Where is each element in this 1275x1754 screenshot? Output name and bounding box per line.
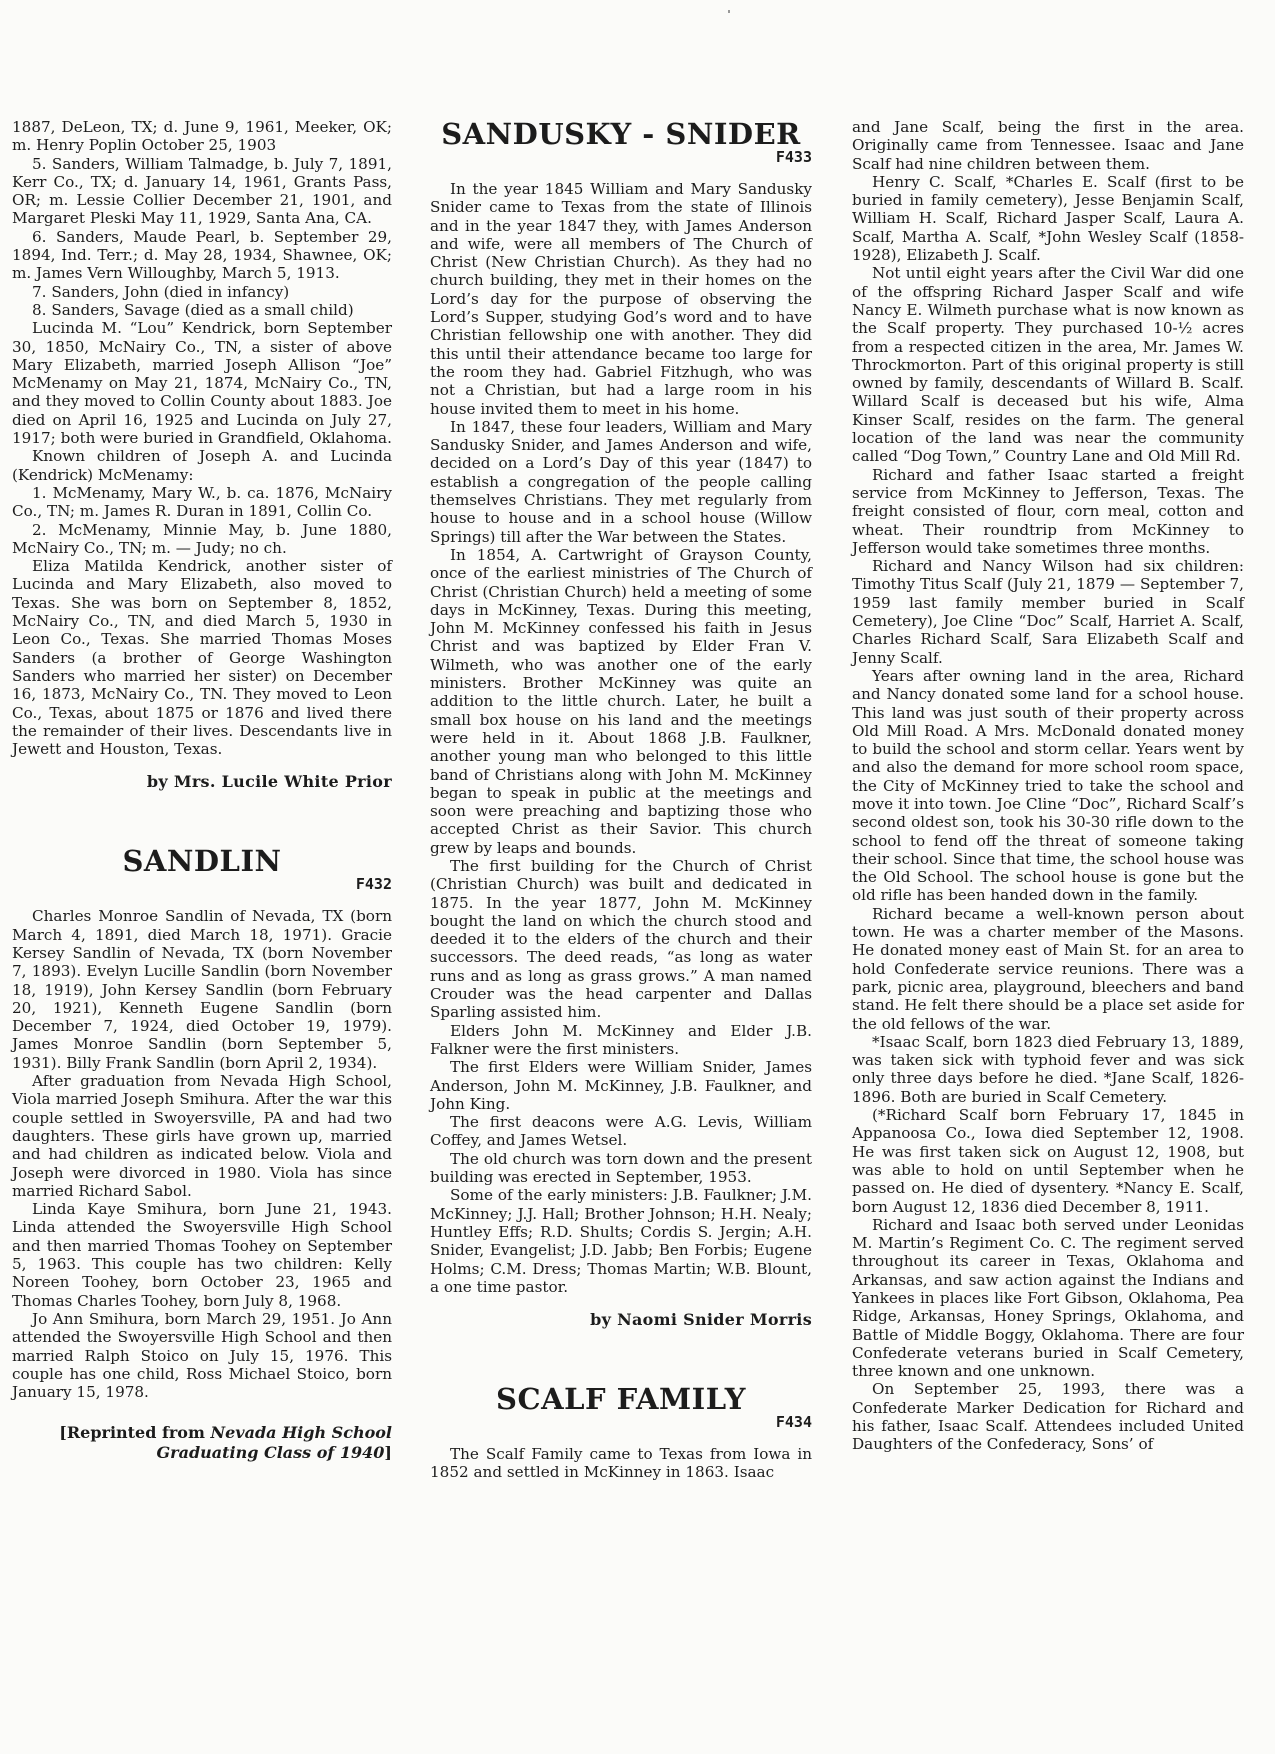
paragraph: The first Elders were William Snider, James Anderson, John M. McKinney, J.B. Faulkner, and John King. bbox=[430, 1058, 812, 1113]
reprint-source: Nevada High School Graduating Class of 1940 bbox=[156, 1423, 392, 1463]
reprint-prefix: [Reprinted from bbox=[59, 1423, 211, 1443]
paragraph: 5. Sanders, William Talmadge, b. July 7, 1891, Kerr Co., TX; d. January 14, 1961, Grants Pass, OR; m. Lessie Collier December 21, 1901, and Margaret Pleski May 11, 1929, Santa Ana, CA. bbox=[12, 154, 392, 228]
paragraph: 8. Sanders, Savage (died as a small child) bbox=[32, 300, 354, 319]
family-code: F434 bbox=[775, 1413, 812, 1432]
paragraph: In 1854, A. Cartwright of Grayson County, once of the earliest ministries of The Church of Christ (Christian Church) held a meeting of some days in McKinney, Texas. During this meeting, John M. McKinney confessed his faith in Jesus Christ and was baptized by Elder Fran V. Wilmeth, who was another one of the early ministers. Brother McKinney was quite an addition to the little church. Later, he built a small box house on his land and the meetings were held in it. About 1868 J.B. Faulkner, another young man who belonged to this little band of Christians along with John M. McKinney began to speak in public at the meetings and soon were preaching and baptizing those who accepted Christ as their Savior. This church grew by leaps and bounds. bbox=[430, 545, 812, 857]
byline: by Naomi Snider Morris bbox=[590, 1310, 812, 1330]
paragraph: Richard and Nancy Wilson had six children: Timothy Titus Scalf (July 21, 1879 — September 7, 1959 last family member buried in Scalf Cemetery), Joe Cline “Doc” Scalf, Harriet A. Scalf, Charles Richard Scalf, Sara Elizabeth Scalf and Jenny Scalf. bbox=[852, 557, 1244, 667]
section-title-sandlin: SANDLIN bbox=[122, 844, 282, 879]
paragraph: Eliza Matilda Kendrick, another sister of Lucinda and Mary Elizabeth, also moved to Texas. She was born on September 8, 1852, McNairy Co., TN, and died March 5, 1930 in Leon Co., Texas. She married Thomas Moses Sanders (a brother of George Washington Sanders who married her sister) on December 16, 1873, McNairy Co., TN. They moved to Leon Co., Texas, about 1875 or 1876 and lived there the remainder of their lives. Descendants live in Jewett and Houston, Texas. bbox=[12, 557, 392, 759]
paragraph: Charles Monroe Sandlin of Nevada, TX (born March 4, 1891, died March 18, 1971). Gracie Kersey Sandlin of Nevada, TX (born November 7, 1893). Evelyn Lucille Sandlin (born November 18, 1919), John Kersey Sandlin (born February 20, 1921), Kenneth Eugene Sandlin (born December 7, 1924, died October 19, 1979). James Monroe Sandlin (born September 5, 1931). Billy Frank Sandlin (born April 2, 1934). bbox=[12, 907, 392, 1072]
paragraph: 6. Sanders, Maude Pearl, b. September 29, 1894, Ind. Terr.; d. May 28, 1934, Shawnee, OK; m. James Vern Willoughby, March 5, 1913. bbox=[12, 227, 392, 283]
paragraph: Jo Ann Smihura, born March 29, 1951. Jo Ann attended the Swoyersville High School and then married Ralph Stoico on July 15, 1976. This couple has one child, Ross Michael Stoico, born January 15, 1978. bbox=[12, 1309, 392, 1402]
column-right bbox=[852, 118, 1244, 1454]
paragraph: The old church was torn down and the present building was erected in September, 1953. bbox=[430, 1149, 812, 1187]
paragraph: After graduation from Nevada High School, Viola married Joseph Smihura. After the war this couple settled in Swoyersville, PA and had two daughters. These girls have grown up, married and had children as indicated below. Viola and Joseph were divorced in 1980. Viola has since married Richard Sabol. bbox=[12, 1072, 392, 1200]
paragraph: Richard and Isaac both served under Leonidas M. Martin’s Regiment Co. C. The regiment served throughout its career in Texas, Oklahoma and Arkansas, and saw action against the Indians and Yankees in places like Fort Gibson, Oklahoma, Pea Ridge, Arkansas, Honey Springs, Oklahoma, and Battle of Middle Boggy, Oklahoma. There are four Confederate veterans buried in Scalf Cemetery, three known and one unknown. bbox=[852, 1215, 1244, 1381]
scan-mark bbox=[728, 10, 730, 13]
reprint-suffix: ] bbox=[384, 1443, 392, 1463]
paragraph: *Isaac Scalf, born 1823 died February 13, 1889, was taken sick with typhoid fever and was sick only three days before he died. *Jane Scalf, 1826-1896. Both are buried in Scalf Cemetery. bbox=[852, 1032, 1244, 1106]
paragraph: Years after owning land in the area, Richard and Nancy donated some land for a school house. This land was just south of their property across Old Mill Road. A Mrs. McDonald donated money to build the school and storm cellar. Years went by and also the demand for more school room space, the City of McKinney tried to take the school and move it into town. Joe Cline “Doc”, Richard Scalf’s second oldest son, took his 30-30 rifle down to the school to fend off the threat of someone taking their school. Since that time, the school house was the Old School. The school house is gone but the old rifle has been handed down in the family. bbox=[852, 666, 1244, 905]
paragraph: 7. Sanders, John (died in infancy) bbox=[32, 282, 290, 301]
column-left bbox=[12, 118, 392, 1463]
paragraph: Richard and father Isaac started a freight service from McKinney to Jefferson, Texas. The freight consisted of flour, corn meal, cotton and wheat. Their roundtrip from McKinney to Jefferson would take sometimes three months. bbox=[852, 465, 1244, 557]
paragraph: Linda Kaye Smihura, born June 21, 1943. Linda attended the Swoyersville High School and then married Thomas Toohey on September 5, 1963. This couple has two children: Kelly Noreen Toohey, born October 23, 1965 and Thomas Charles Toohey, born July 8, 1968. bbox=[12, 1200, 392, 1310]
paragraph: In 1847, these four leaders, William and Mary Sandusky Snider, and James Anderson and wife, decided on a Lord’s Day of this year (1847) to establish a congregation of the people calling themselves Christians. They met regularly from house to house and in a school house (Willow Springs) till after the War between the States. bbox=[430, 417, 812, 546]
reprint-note bbox=[12, 1423, 392, 1463]
family-code: F433 bbox=[775, 148, 812, 166]
column-middle bbox=[430, 118, 812, 1482]
paragraph: The first building for the Church of Christ (Christian Church) was built and dedicated in 1875. In the year 1877, John M. McKinney bought the land on which the church stood and deeded it to the elders of the church and their successors. The deed reads, “as long as water runs and as long as grass grows.” A man named Crouder was the head carpenter and Dallas Sparling assisted him. bbox=[430, 856, 812, 1022]
family-code: F432 bbox=[355, 875, 392, 894]
paragraph: Not until eight years after the Civil War did one of the offspring Richard Jasper Scalf and wife Nancy E. Wilmeth purchase what is now known as the Scalf property. They purchased 10-½ acres from a respected citizen in the area, Mr. James W. Throckmorton. Part of this original property is still owned by family, descendants of Willard B. Scalf. Willard Scalf is deceased but his wife, Alma Kinser Scalf, resides on the farm. The general location of the land was near the community called “Dog Town,” Country Lane and Old Mill Rd. bbox=[852, 264, 1244, 466]
paragraph: Henry C. Scalf, *Charles E. Scalf (first to be buried in family cemetery), Jesse Benjamin Scalf, William H. Scalf, Richard Jasper Scalf, Laura A. Scalf, Martha A. Scalf, *John Wesley Scalf (1858-1928), Elizabeth J. Scalf. bbox=[852, 172, 1244, 265]
paragraph: Elders John M. McKinney and Elder J.B. Falkner were the first ministers. bbox=[430, 1021, 812, 1058]
paragraph: and Jane Scalf, being the first in the area. Originally came from Tennessee. Isaac and Jane Scalf had nine children between them. bbox=[852, 118, 1244, 173]
paragraph: (*Richard Scalf born February 17, 1845 in Appanoosa Co., Iowa died September 12, 1908. He was first taken sick on August 12, 1908, but was able to hold on until September when he passed on. He died of dysentery. *Nancy E. Scalf, born August 12, 1836 died December 8, 1911. bbox=[852, 1106, 1244, 1216]
paragraph: On September 25, 1993, there was a Confederate Marker Dedication for Richard and his father, Isaac Scalf. Attendees included United Daughters of the Confederacy, Sons’ of bbox=[852, 1380, 1244, 1454]
section-title-sandusky-snider: SANDUSKY - SNIDER bbox=[441, 117, 801, 151]
paragraph: 2. McMenamy, Minnie May, b. June 1880, McNairy Co., TN; m. — Judy; no ch. bbox=[12, 520, 392, 557]
paragraph: In the year 1845 William and Mary Sandusky Snider came to Texas from the state of Illinois and in the year 1847 they, with James Anderson and wife, were all members of The Church of Christ (New Christian Church). As they had no church building, they met in their homes on the Lord’s day for the purpose of observing the Lord’s Supper, studying God’s word and to have Christian fellowship one with another. They did this until their attendance became too large for the room they had. Gabriel Fitzhugh, who was not a Christian, but had a large room in his house invited them to meet in his home. bbox=[430, 180, 812, 418]
paragraph: Some of the early ministers: J.B. Faulkner; J.M. McKinney; J.J. Hall; Brother Johnson; H.H. Nealy; Huntley Effs; R.D. Shults; Cordis S. Jergin; A.H. Snider, Evangelist; J.D. Jabb; Ben Forbis; Eugene Holms; C.M. Dress; Thomas Martin; W.B. Blount, a one time pastor. bbox=[430, 1186, 812, 1296]
paragraph: 1. McMenamy, Mary W., b. ca. 1876, McNairy Co., TN; m. James R. Duran in 1891, Collin Co. bbox=[12, 483, 392, 521]
section-title-scalf-family: SCALF FAMILY bbox=[496, 1382, 746, 1417]
paragraph: The first deacons were A.G. Levis, William Coffey, and James Wetsel. bbox=[430, 1113, 812, 1150]
paragraph: Richard became a well-known person about town. He was a charter member of the Masons. He donated money east of Main St. for an area to hold Confederate service reunions. There was a park, picnic area, playground, bleechers and band stand. He felt there should be a place set aside for the old fellows of the war. bbox=[852, 904, 1244, 1033]
byline: by Mrs. Lucile White Prior bbox=[146, 772, 392, 792]
paragraph: Lucinda M. “Lou” Kendrick, born September 30, 1850, McNairy Co., TN, a sister of above Mary Elizabeth, married Joseph Allison “Joe” McMenamy on May 21, 1874, McNairy Co., TN, and they moved to Collin County about 1883. Joe died on April 16, 1925 and Lucinda on July 27, 1917; both were buried in Grandfield, Oklahoma. bbox=[12, 319, 392, 448]
paragraph: Known children of Joseph A. and Lucinda (Kendrick) McMenamy: bbox=[12, 447, 392, 484]
paragraph: 1887, DeLeon, TX; d. June 9, 1961, Meeker, OK; m. Henry Poplin October 25, 1903 bbox=[12, 118, 392, 155]
paragraph: The Scalf Family came to Texas from Iowa in 1852 and settled in McKinney in 1863. Isaac bbox=[430, 1445, 812, 1482]
